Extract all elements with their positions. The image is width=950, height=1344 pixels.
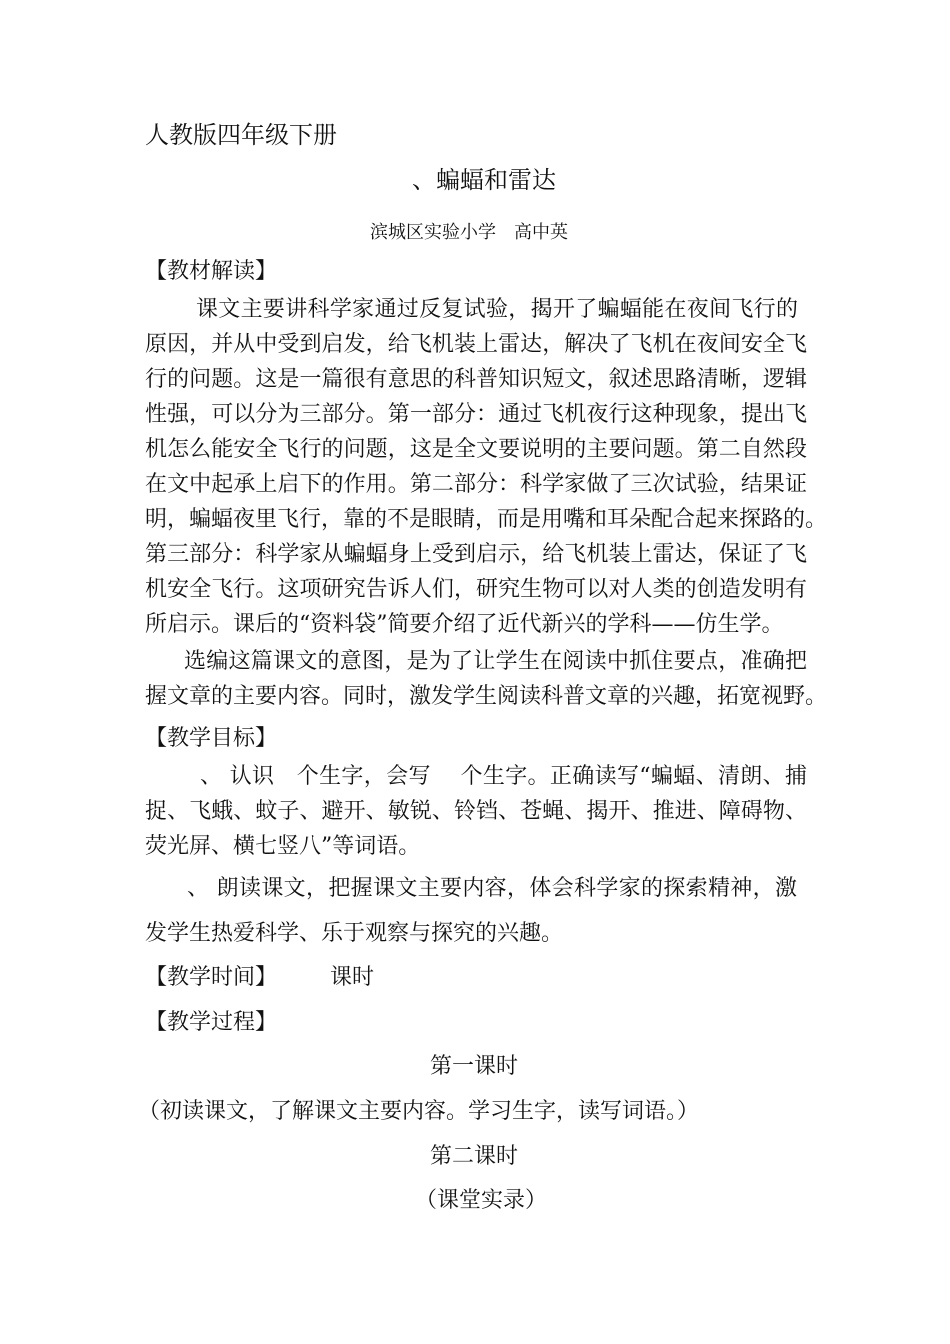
paragraph-line: 荧光屏、横七竖八”等词语。 (145, 834, 421, 859)
paragraph-line: 在文中起承上启下的作用。第二部分：科学家做了三次试验，结果证 (145, 472, 807, 497)
paragraph-line: 捉、飞蛾、蚊子、避开、敏锐、铃铛、苍蝇、揭开、推进、障碍物、 (145, 799, 807, 824)
paragraph-line: 所启示。课后的“资料袋”简要介绍了近代新兴的学科——仿生学。 (145, 612, 784, 637)
teaching-time-value: 课时 (330, 965, 375, 990)
paragraph-line: 明，蝙蝠夜里飞行，靠的不是眼睛，而是用嘴和耳朵配合起来探路的。 (145, 507, 828, 532)
section-heading-mubiao: 【教学目标】 (145, 726, 278, 751)
paragraph-line: 、 认识 个生字，会写 个生字。正确读写“蝙蝠、清朗、捕 (200, 764, 807, 789)
paragraph-line: 、 朗读课文，把握课文主要内容，体会科学家的探索精神，激 (187, 876, 797, 901)
lesson1-note: （初读课文，了解课文主要内容。学习生字，读写词语。） (138, 1099, 700, 1124)
section-heading-shijian: 【教学时间】 (145, 965, 278, 990)
author-line: 滨城区实验小学 高中英 (370, 222, 568, 243)
paragraph-line: 原因，并从中受到启发，给飞机装上雷达，解决了飞机在夜间安全飞 (145, 332, 807, 357)
lesson2-title: 第二课时 (430, 1144, 519, 1169)
paragraph-line: 课文主要讲科学家通过反复试验，揭开了蝙蝠能在夜间飞行的 (196, 297, 798, 322)
section-heading-jiaocai: 【教材解读】 (145, 259, 278, 284)
paragraph-line: 第三部分：科学家从蝙蝠身上受到启示，给飞机装上雷达，保证了飞 (145, 542, 807, 567)
paragraph-line: 握文章的主要内容。同时，激发学生阅读科普文章的兴趣，拓宽视野。 (145, 684, 828, 709)
document-header: 人教版四年级下册 (145, 121, 337, 149)
paragraph-line: 发学生热爱科学、乐于观察与探究的兴趣。 (145, 921, 564, 946)
paragraph-line: 机怎么能安全飞行的问题，这是全文要说明的主要问题。第二自然段 (145, 437, 807, 462)
lesson2-note: （课堂实录） (415, 1188, 548, 1213)
section-heading-guocheng: 【教学过程】 (145, 1010, 278, 1035)
lesson-title: 、蝙蝠和雷达 (412, 166, 556, 194)
paragraph-line: 行的问题。这是一篇很有意思的科普知识短文，叙述思路清晰，逻辑 (145, 367, 807, 392)
paragraph-line: 选编这篇课文的意图，是为了让学生在阅读中抓住要点，准确把 (184, 649, 807, 674)
lesson1-title: 第一课时 (430, 1054, 519, 1079)
paragraph-line: 机安全飞行。这项研究告诉人们，研究生物可以对人类的创造发明有 (145, 577, 807, 602)
paragraph-line: 性强，可以分为三部分。第一部分：通过飞机夜行这种现象，提出飞 (145, 402, 807, 427)
